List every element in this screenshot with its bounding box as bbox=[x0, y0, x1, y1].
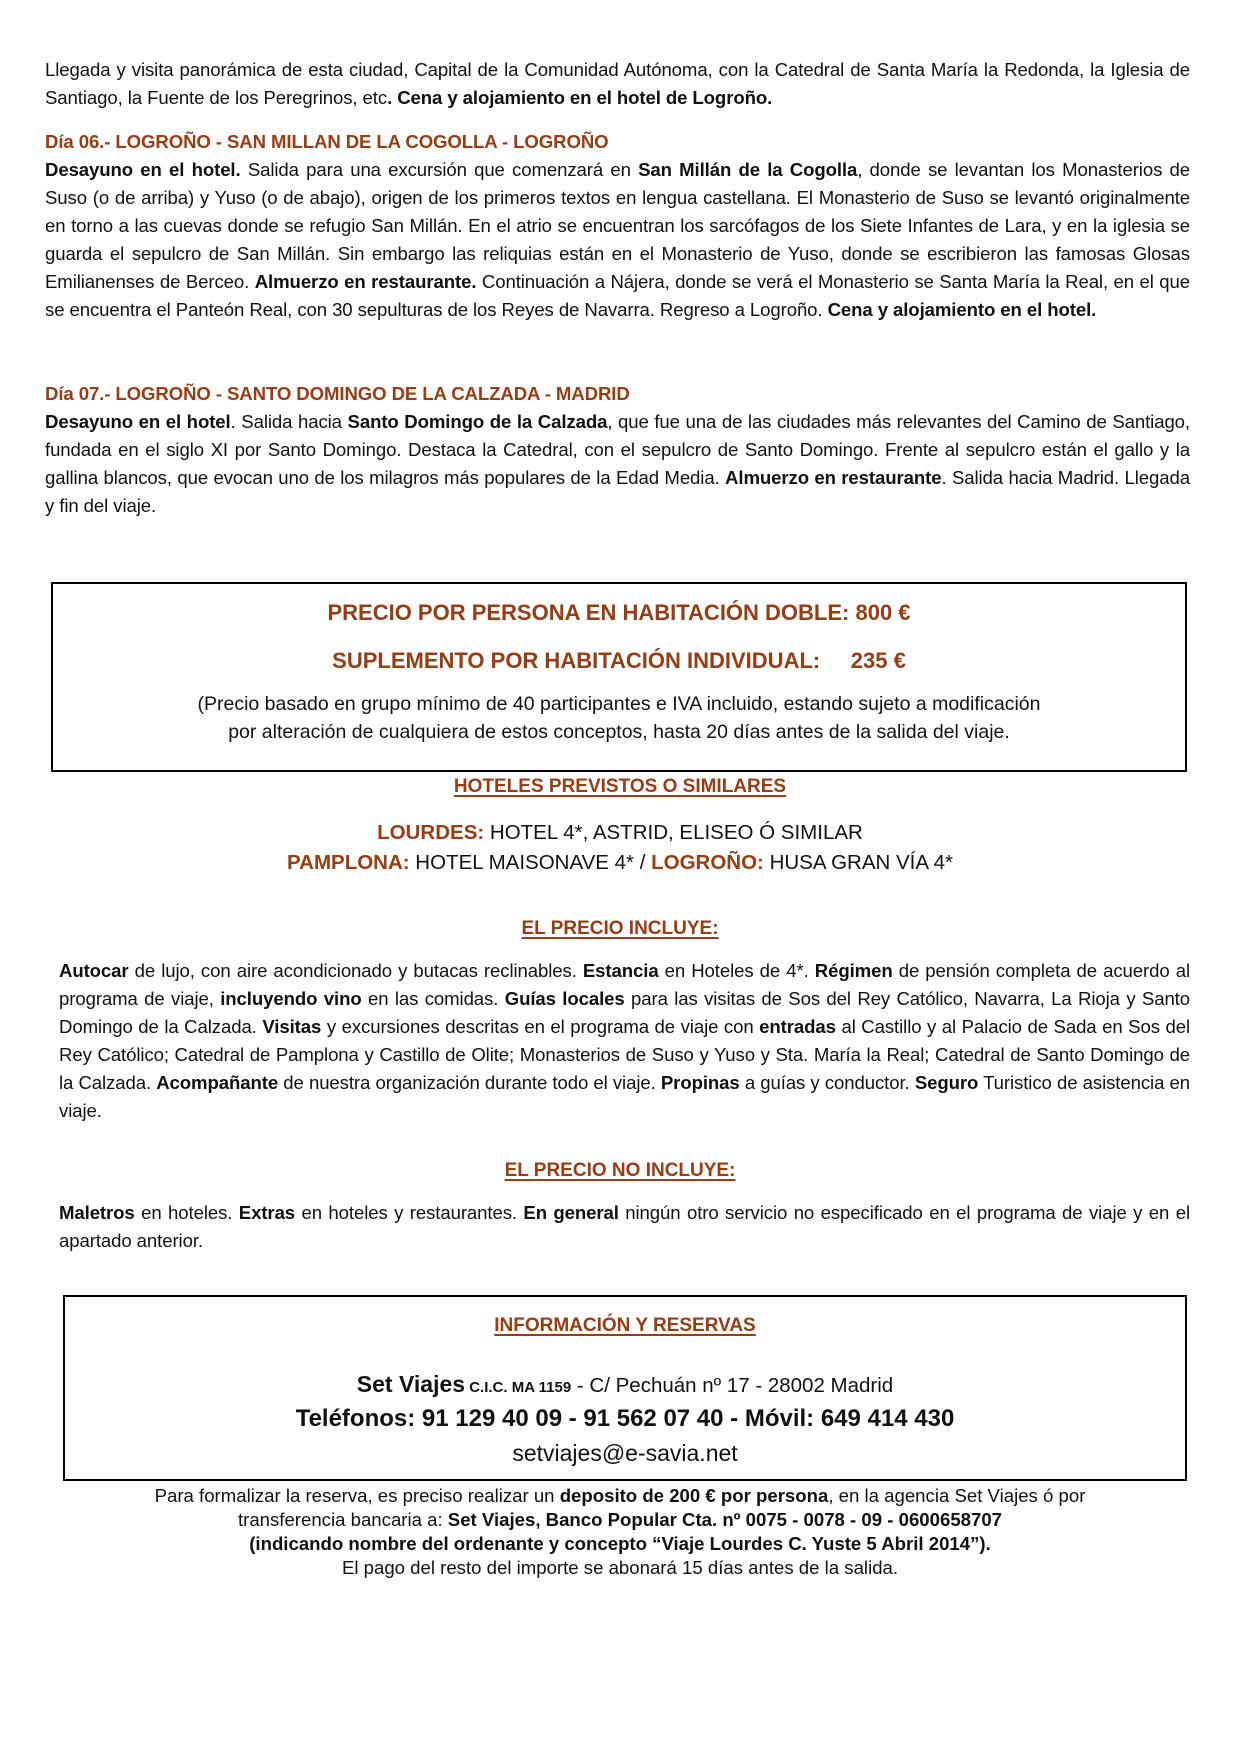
price-box bbox=[51, 582, 1187, 772]
day07-bold-2: Santo Domingo de la Calzada bbox=[347, 411, 608, 432]
excludes-bold-0: Maletros bbox=[59, 1202, 135, 1223]
info-email[interactable]: setviajes@e-savia.net bbox=[512, 1440, 738, 1466]
intro-paragraph bbox=[45, 56, 1190, 112]
day06-bold-1: Desayuno en el hotel. bbox=[45, 159, 241, 180]
includes-title-text: EL PRECIO INCLUYE: bbox=[521, 918, 719, 939]
day07-section bbox=[45, 380, 1190, 520]
excludes-title bbox=[0, 1158, 1240, 1184]
day06-title: Día 06.- LOGROÑO - SAN MILLAN DE LA COGOLLA - LOGROÑO bbox=[45, 131, 609, 152]
price-note-2: por alteración de cualquiera de estos conceptos, hasta 20 días antes de la salida del viaje. bbox=[228, 721, 1010, 743]
footer-deposit: deposito de 200 € por persona bbox=[559, 1485, 829, 1506]
includes-text-8: a guías y conductor. bbox=[739, 1072, 915, 1093]
includes-text-5: y excursiones descritas en el programa de viaje con bbox=[321, 1016, 760, 1037]
footer-bank-account: Set Viajes, Banco Popular Cta. nº 0075 - 0078 - 09 - 0600658707 bbox=[447, 1509, 1003, 1530]
includes-text-2: de pensión completa de acuerdo al programa de viaje, bbox=[59, 960, 1190, 1009]
includes-bold-9: Seguro bbox=[914, 1072, 979, 1093]
company-address: - C/ Pechuán nº 17 - 28002 Madrid bbox=[571, 1374, 894, 1397]
hotel-pamplona-label: PAMPLONA: bbox=[286, 851, 410, 874]
hotel-lourdes-label: LOURDES: bbox=[377, 821, 485, 844]
day06-section bbox=[45, 128, 1190, 324]
includes-text-1: en Hoteles de 4*. bbox=[658, 960, 815, 981]
day07-bold-3: Almuerzo en restaurante bbox=[725, 467, 942, 488]
includes-text-6: al Castillo y al Palacio de Sada en Sos del Rey Católico; Catedral de Pamplona y Castillo de Olite; Monasterios de Suso y Yuso y Sta. María la Real; Catedral de Santo Domingo de la Calzada. bbox=[59, 1016, 1190, 1093]
includes-bold-7: Acompañante bbox=[156, 1072, 279, 1093]
includes-bold-0: Autocar bbox=[59, 960, 129, 981]
intro-bold: . Cena y alojamiento en el hotel de Logroño. bbox=[387, 87, 773, 108]
hotel-pamplona-text: HOTEL MAISONAVE 4* / bbox=[409, 851, 652, 874]
price-note-1: (Precio basado en grupo mínimo de 40 participantes e IVA incluido, estando sujeto a modificación bbox=[197, 693, 1041, 715]
includes-paragraph bbox=[59, 957, 1190, 1125]
price-double-room: PRECIO POR PERSONA EN HABITACIÓN DOBLE: 800 € bbox=[327, 600, 911, 625]
includes-bold-6: entradas bbox=[759, 1016, 836, 1037]
day07-bold-1: Desayuno en el hotel bbox=[45, 411, 231, 432]
includes-text-9: Turistico de asistencia en viaje. bbox=[59, 1072, 1190, 1121]
info-phones: Teléfonos: 91 129 40 09 - 91 562 07 40 - Móvil: 649 414 430 bbox=[295, 1405, 955, 1432]
includes-title bbox=[0, 916, 1240, 942]
footer-line-3: (indicando nombre del ordenante y concepto “Viaje Lourdes C. Yuste 5 Abril 2014”). bbox=[249, 1533, 991, 1554]
day07-title: Día 07.- LOGROÑO - SANTO DOMINGO DE LA CALZADA - MADRID bbox=[45, 383, 630, 404]
price-single-supplement: SUPLEMENTO POR HABITACIÓN INDIVIDUAL: 235 € bbox=[332, 648, 906, 673]
info-title-text: INFORMACIÓN Y RESERVAS bbox=[494, 1315, 756, 1336]
excludes-title-text: EL PRECIO NO INCLUYE: bbox=[504, 1160, 736, 1181]
footer-text-2: transferencia bancaria a: bbox=[237, 1509, 448, 1530]
excludes-bold-1: Extras bbox=[238, 1202, 296, 1223]
info-address-line bbox=[65, 1369, 1185, 1403]
day06-text-1: Salida para una excursión que comenzará en bbox=[240, 159, 639, 180]
includes-bold-4: Guías locales bbox=[504, 988, 625, 1009]
includes-text-4: para las visitas de Sos del Rey Católico, Navarra, La Rioja y Santo Domingo de la Calzada. bbox=[59, 988, 1190, 1037]
includes-text-7: de nuestra organización durante todo el viaje. bbox=[278, 1072, 661, 1093]
hotels-title bbox=[0, 774, 1240, 800]
day07-text-1: . Salida hacia bbox=[230, 411, 348, 432]
hotels-title-text: HOTELES PREVISTOS O SIMILARES bbox=[453, 776, 787, 797]
footer-text-1a: Para formalizar la reserva, es preciso realizar un bbox=[154, 1485, 560, 1506]
company-cic: C.I.C. MA 1159 bbox=[465, 1379, 572, 1396]
day06-bold-3: Almuerzo en restaurante. bbox=[254, 271, 477, 292]
excludes-text-2: ningún otro servicio no especificado en el programa de viaje y en el apartado anterior. bbox=[59, 1202, 1190, 1251]
footer-line-4: El pago del resto del importe se abonará 15 días antes de la salida. bbox=[341, 1557, 899, 1578]
footer-line-1 bbox=[0, 1484, 1240, 1508]
excludes-bold-2: En general bbox=[523, 1202, 619, 1223]
hotel-lourdes-text: HOTEL 4*, ASTRID, ELISEO Ó SIMILAR bbox=[484, 821, 863, 844]
excludes-text-0: en hoteles. bbox=[134, 1202, 239, 1223]
includes-bold-1: Estancia bbox=[582, 960, 659, 981]
excludes-text-1: en hoteles y restaurantes. bbox=[295, 1202, 524, 1223]
company-name: Set Viajes bbox=[356, 1371, 466, 1397]
day06-text-2: , donde se levantan los Monasterios de Suso (o de arriba) y Yuso (o de abajo), origen de los primeros textos en lengua castellana. El Monasterio de Suso se levantó originalmente en torno a las cuevas donde se refugio San Millán. En el atrio se encuentran los sarcófagos de los Siete Infantes de Lara, y en la iglesia se guarda el sepulcro de San Millán. Sin embargo las reliquias están en el Monasterio de Yuso, donde se escribieron las famosas Glosas Emilianenses de Berceo. bbox=[45, 159, 1190, 292]
includes-bold-2: Régimen bbox=[814, 960, 893, 981]
day06-bold-4: Cena y alojamiento en el hotel. bbox=[827, 299, 1097, 320]
day07-text-3: . Salida hacia Madrid. Llegada y fin del viaje. bbox=[45, 467, 1190, 516]
intro-text: Llegada y visita panorámica de esta ciudad, Capital de la Comunidad Autónoma, con la Catedral de Santa María la Redonda, la Iglesia de Santiago, la Fuente de los Peregrinos, etc bbox=[45, 59, 1190, 108]
day06-text-3: Continuación a Nájera, donde se verá el Monasterio se Santa María la Real, en el que se encuentra el Panteón Real, con 30 sepulturas de los Reyes de Navarra. Regreso a Logroño. bbox=[45, 271, 1190, 320]
includes-bold-3: incluyendo vino bbox=[220, 988, 362, 1009]
hotel-logrono-text: HUSA GRAN VÍA 4* bbox=[763, 851, 953, 874]
info-title bbox=[65, 1313, 1185, 1339]
footer-line-2 bbox=[0, 1508, 1240, 1532]
hotel-line-pamplona-logrono bbox=[0, 848, 1240, 878]
includes-text-3: en las comidas. bbox=[361, 988, 505, 1009]
includes-text-0: de lujo, con aire acondicionado y butacas reclinables. bbox=[128, 960, 583, 981]
excludes-paragraph bbox=[59, 1199, 1190, 1255]
day06-bold-2: San Millán de la Cogolla bbox=[638, 159, 858, 180]
includes-bold-8: Propinas bbox=[660, 1072, 740, 1093]
info-box bbox=[63, 1295, 1187, 1481]
hotel-logrono-label: LOGROÑO: bbox=[651, 851, 764, 874]
hotel-line-lourdes bbox=[0, 818, 1240, 848]
day07-text-2: , que fue una de las ciudades más relevantes del Camino de Santiago, fundada en el siglo XI por Santo Domingo. Destaca la Catedral, con el sepulcro de Santo Domingo. Frente al sepulcro están el gallo y la gallina blancos, que evocan uno de los milagros más populares de la Edad Media. bbox=[45, 411, 1190, 488]
footer-text-1b: , en la agencia Set Viajes ó por bbox=[828, 1485, 1086, 1506]
includes-bold-5: Visitas bbox=[262, 1016, 322, 1037]
